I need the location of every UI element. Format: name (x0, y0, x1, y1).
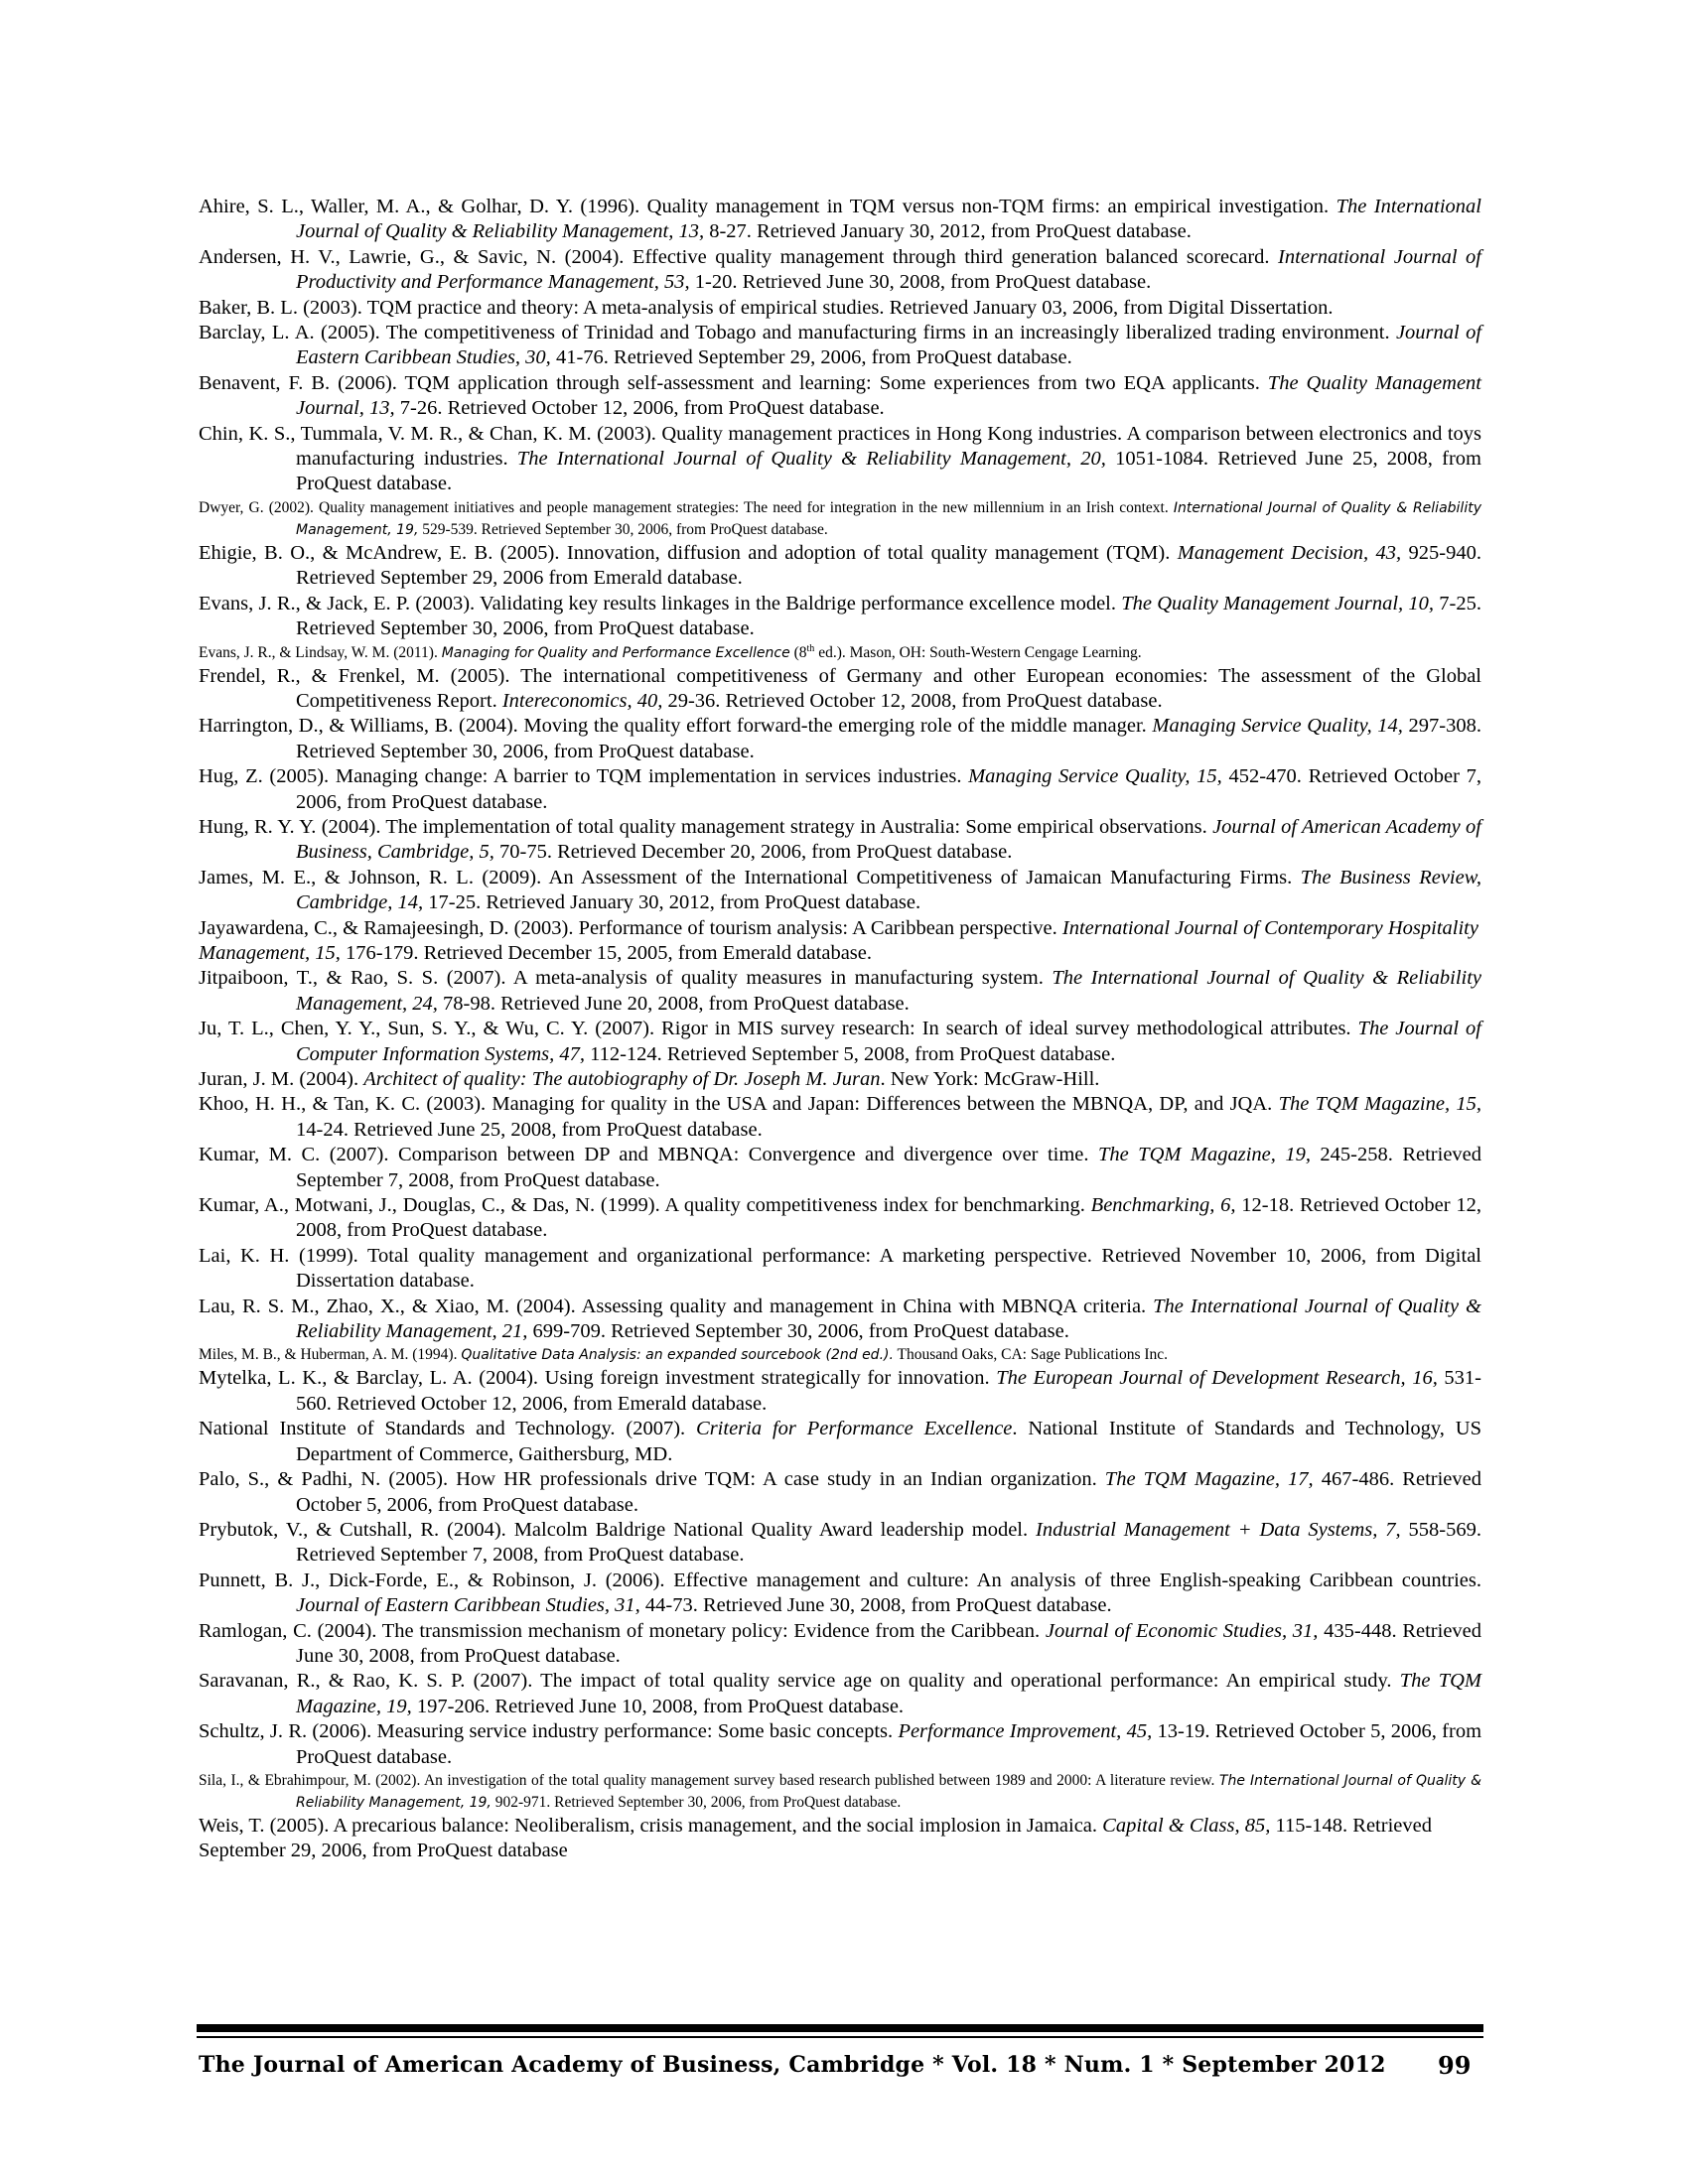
footer-journal-info: The Journal of American Academy of Business, Cambridge * Vol. 18 * Num. 1 * September 2012 (199, 2052, 1386, 2078)
reference-source-title: Benchmarking, 6, (1090, 1194, 1236, 1217)
reference-source-title: International Journal of Contemporary Hospitality Management, 15, (199, 916, 1478, 964)
reference-details: 17-25. Retrieved January 30, 2012, from ProQuest database. (423, 891, 921, 914)
reference-source-title: Journal of Eastern Caribbean Studies, 31, (296, 1594, 640, 1617)
reference-source-title: Managing Service Quality, 14, (1152, 715, 1403, 738)
reference-source-title: The TQM Magazine, 19, (296, 1670, 1481, 1717)
reference-source-title: The TQM Magazine, 19, (1097, 1144, 1311, 1166)
reference-details: 925-940. Retrieved September 29, 2006 from Emerald database. (296, 541, 1482, 590)
reference-text: Hug, Z. (2005). Managing change: A barrier to TQM implementation in services industries. (199, 765, 969, 788)
reference-text: Dwyer, G. (2002). Quality management initiatives and people management strategies: The need for integration in the new millennium in an Irish context. (199, 498, 1174, 516)
reference-text: Hung, R. Y. Y. (2004). The implementation of total quality management strategy in Australia: Some empirical observations. (199, 815, 1213, 838)
reference-source-title: Capital & Class, 85, (1102, 1814, 1271, 1837)
reference-entry (199, 966, 1481, 1017)
reference-source-title: Performance Improvement, 45, (898, 1720, 1153, 1743)
reference-entry (199, 1244, 1481, 1295)
reference-text: Jitpaiboon, T., & Rao, S. S. (2007). A meta-analysis of quality measures in manufacturing system. (199, 967, 1053, 990)
reference-source-title: International Journal of Quality & Reliability Management, 19, (296, 499, 1481, 538)
reference-text: Benavent, F. B. (2006). TQM application through self-assessment and learning: Some experiences from two EQA applicants. (199, 371, 1268, 394)
reference-entry (199, 764, 1481, 815)
reference-source-title: Industrial Management + Data Systems, 7, (1036, 1518, 1401, 1541)
reference-entry (199, 592, 1481, 642)
reference-entry (199, 1669, 1481, 1719)
reference-details: 78-98. Retrieved June 20, 2008, from ProQuest database. (437, 992, 910, 1015)
reference-source-title: Journal of American Academy of Business, Cambridge, 5, (296, 815, 1481, 864)
reference-entry (199, 1366, 1481, 1417)
reference-details: 7-26. Retrieved October 12, 2006, from ProQuest database. (394, 397, 885, 420)
page-number: 99 (1438, 2051, 1472, 2080)
reference-entry (199, 815, 1481, 866)
reference-entry (199, 1017, 1481, 1067)
reference-details: . National Institute of Standards and Technology, US Department of Commerce, Gaithersburg, MD. (296, 1418, 1481, 1465)
reference-entry (199, 1143, 1481, 1193)
reference-entry (199, 1814, 1481, 1864)
reference-source-title: The International Journal of Quality & Reliability Management, 19, (296, 1772, 1481, 1811)
reference-source-title: The TQM Magazine, 15, (1278, 1093, 1481, 1116)
reference-details: 902-971. Retrieved September 30, 2006, from ProQuest database. (491, 1793, 902, 1811)
reference-details: 435-448. Retrieved June 30, 2008, from ProQuest database. (296, 1619, 1482, 1667)
reference-entry (199, 195, 1481, 245)
reference-source-title: Architect of quality: The autobiography of Dr. Joseph M. Juran (363, 1068, 881, 1090)
reference-text: National Institute of Standards and Technology. (2007). (199, 1418, 697, 1440)
reference-entry (199, 1417, 1481, 1467)
reference-text: Prybutok, V., & Cutshall, R. (2004). Malcolm Baldrige National Quality Award leadership model. (199, 1518, 1037, 1541)
reference-source-title: Qualitative Data Analysis: an expanded sourcebook (2nd ed.). (461, 1347, 894, 1364)
reference-source-title: International Journal of Productivity and Performance Management, 53, (296, 245, 1482, 294)
reference-entry (199, 321, 1481, 371)
reference-entry (199, 1092, 1481, 1143)
reference-list (199, 195, 1481, 1864)
reference-text: Khoo, H. H., & Tan, K. C. (2003). Managing for quality in the USA and Japan: Differences between the MBNQA, DP, and JQA. (199, 1093, 1279, 1116)
reference-text: Miles, M. B., & Huberman, A. M. (1994). (199, 1346, 462, 1364)
reference-text: Kumar, A., Motwani, J., Douglas, C., & Das, N. (1999). A quality competitiveness index for benchmarking. (199, 1194, 1091, 1217)
reference-entry (199, 1770, 1481, 1814)
footer-rule-thin (197, 2036, 1483, 2038)
reference-details: 7-25. Retrieved September 30, 2006, from ProQuest database. (296, 592, 1481, 640)
reference-source-title: The International Journal of Quality & Reliability Management, 21, (296, 1295, 1482, 1343)
reference-entry (199, 714, 1481, 764)
reference-entry (199, 541, 1481, 592)
reference-source-title: Managing Service Quality, 15, (968, 765, 1222, 788)
reference-entry (199, 1719, 1481, 1770)
reference-source-title: The International Journal of Quality & Reliability Management, 13, (296, 196, 1481, 243)
reference-text: Weis, T. (2005). A precarious balance: Neoliberalism, crisis management, and the social implosion in Jamaica. (199, 1814, 1103, 1837)
reference-source-title: The TQM Magazine, 17, (1104, 1468, 1314, 1491)
reference-details: 467-486. Retrieved October 5, 2006, from ProQuest database. (296, 1468, 1481, 1516)
reference-entry (199, 1619, 1481, 1670)
reference-text: Ahire, S. L., Waller, M. A., & Golhar, D. Y. (1996). Quality management in TQM versus non-TQM firms: an empirical investigation. (199, 196, 1336, 217)
reference-entry (199, 1193, 1481, 1244)
reference-text: Palo, S., & Padhi, N. (2005). How HR professionals drive TQM: A case study in an Indian organization. (199, 1468, 1105, 1491)
reference-entry (199, 1295, 1481, 1345)
reference-text: Jayawardena, C., & Ramajeesingh, D. (2003). Performance of tourism analysis: A Caribbean perspective. (199, 916, 1062, 939)
reference-entry (199, 1518, 1481, 1569)
reference-text: Harrington, D., & Williams, B. (2004). Moving the quality effort forward-the emerging role of the middle manager. (199, 715, 1153, 738)
reference-details: 297-308. Retrieved September 30, 2006, from ProQuest database. (296, 715, 1481, 762)
reference-details: 115-148. Retrieved September 29, 2006, from ProQuest database (199, 1814, 1432, 1862)
reference-text: Barclay, L. A. (2005). The competitiveness of Trinidad and Tobago and manufacturing firms in an increasingly liberalized trading environment. (199, 322, 1396, 344)
reference-details: 197-206. Retrieved June 10, 2008, from ProQuest database. (411, 1695, 905, 1717)
reference-details: 13-19. Retrieved October 5, 2006, from ProQuest database. (296, 1720, 1482, 1768)
reference-text: Punnett, B. J., Dick-Forde, E., & Robinson, J. (2006). Effective management and culture: An analysis of three English-speaking Caribbean countries. (199, 1569, 1481, 1591)
reference-details: 531-560. Retrieved October 12, 2006, from Emerald database. (296, 1367, 1482, 1415)
reference-source-title: The Journal of Computer Information Systems, 47, (296, 1018, 1481, 1065)
reference-details: 112-124. Retrieved September 5, 2008, from ProQuest database. (584, 1042, 1116, 1065)
reference-details: 41-76. Retrieved September 29, 2006, from ProQuest database. (550, 346, 1072, 369)
reference-entry (199, 1067, 1481, 1092)
reference-text: Chin, K. S., Tummala, V. M. R., & Chan, K. M. (2003). Quality management practices in Hong Kong industries. A comparison between electronics and toys manufacturing industries. (199, 422, 1481, 471)
reference-entry (199, 1344, 1481, 1366)
reference-details: 558-569. Retrieved September 7, 2008, from ProQuest database. (296, 1518, 1481, 1567)
reference-source-title: Criteria for Performance Excellence (696, 1418, 1013, 1440)
reference-text: Andersen, H. V., Lawrie, G., & Savic, N. (2004). Effective quality management through third generation balanced scorecard. (199, 245, 1279, 268)
reference-source-title: Intereconomics, 40, (501, 689, 663, 712)
reference-text: Kumar, M. C. (2007). Comparison between DP and MBNQA: Convergence and divergence over time. (199, 1144, 1098, 1166)
reference-text: Lau, R. S. M., Zhao, X., & Xiao, M. (2004). Assessing quality and management in China with MBNQA criteria. (199, 1295, 1154, 1317)
reference-details: 1051-1084. Retrieved June 25, 2008, from ProQuest database. (296, 448, 1481, 495)
reference-text: Ramlogan, C. (2004). The transmission mechanism of monetary policy: Evidence from the Caribbean. (199, 1619, 1046, 1642)
reference-source-title: Journal of Economic Studies, 31, (1045, 1619, 1319, 1642)
reference-text: Saravanan, R., & Rao, K. S. P. (2007). The impact of total quality service age on quality and operational performance: An empirical study. (199, 1670, 1400, 1693)
reference-text: Ehigie, B. O., & McAndrew, E. B. (2005). Innovation, diffusion and adoption of total quality management (TQM). (199, 541, 1178, 564)
reference-source-title: The International Journal of Quality & Reliability Management, 24, (296, 967, 1482, 1015)
reference-text: Mytelka, L. K., & Barclay, L. A. (2004). Using foreign investment strategically for innovation. (199, 1367, 997, 1390)
reference-text: Ju, T. L., Chen, Y. Y., Sun, S. Y., & Wu, C. Y. (2007). Rigor in MIS survey research: In search of ideal survey methodological attributes. (199, 1018, 1358, 1040)
reference-entry (199, 642, 1481, 664)
reference-entry (199, 422, 1481, 497)
reference-source-title: The Quality Management Journal, 13, (296, 371, 1481, 420)
reference-details: (8 (789, 643, 807, 661)
reference-details: Thousand Oaks, CA: Sage Publications Inc. (893, 1346, 1169, 1364)
reference-text: Schultz, J. R. (2006). Measuring service industry performance: Some basic concepts. (199, 1720, 899, 1743)
reference-text: Frendel, R., & Frenkel, M. (2005). The international competitiveness of Germany and other European economies: The assessment of the Global Competitiveness Report. (199, 664, 1481, 712)
reference-source-title: The International Journal of Quality & Reliability Management, 20, (516, 448, 1106, 471)
reference-source-title: The Quality Management Journal, 10, (1121, 592, 1435, 614)
reference-text: Juran, J. M. (2004). (199, 1068, 364, 1090)
reference-entry (199, 1467, 1481, 1518)
reference-details: 8-27. Retrieved January 30, 2012, from ProQuest database. (704, 220, 1192, 243)
reference-details: . New York: McGraw-Hill. (880, 1068, 1100, 1090)
reference-source-title: Managing for Quality and Performance Excellence (441, 644, 790, 661)
reference-details: 529-539. Retrieved September 30, 2006, from ProQuest database. (418, 520, 828, 538)
reference-details: ed.). Mason, OH: South-Western Cengage Learning. (814, 643, 1142, 661)
reference-details: 1-20. Retrieved June 30, 2008, from ProQuest database. (689, 271, 1152, 294)
reference-source-title: Journal of Eastern Caribbean Studies, 30, (296, 322, 1482, 369)
reference-details: 29-36. Retrieved October 12, 2008, from ProQuest database. (662, 689, 1163, 712)
reference-details: 452-470. Retrieved October 7, 2006, from ProQuest database. (296, 765, 1481, 813)
reference-details: 176-179. Retrieved December 15, 2005, from Emerald database. (340, 941, 872, 964)
reference-entry (199, 371, 1481, 422)
reference-entry (199, 916, 1481, 967)
reference-text: Sila, I., & Ebrahimpour, M. (2002). An investigation of the total quality management survey based research published between 1989 and 2000: A literature review. (199, 1771, 1219, 1789)
reference-details: 245-258. Retrieved September 7, 2008, from ProQuest database. (296, 1144, 1482, 1191)
reference-text: James, M. E., & Johnson, R. L. (2009). An Assessment of the International Competitiveness of Jamaican Manufacturing Firms. (199, 866, 1301, 888)
reference-text: Evans, J. R., & Lindsay, W. M. (2011). (199, 643, 442, 661)
reference-entry (199, 497, 1481, 541)
reference-details: 12-18. Retrieved October 12, 2008, from ProQuest database. (296, 1194, 1481, 1242)
footer-rule (197, 2024, 1483, 2032)
reference-entry (199, 866, 1481, 916)
reference-details: 70-75. Retrieved December 20, 2006, from ProQuest database. (493, 841, 1013, 864)
reference-entry (199, 296, 1481, 321)
reference-source-title: Management Decision, 43, (1177, 541, 1402, 564)
reference-details: 699-709. Retrieved September 30, 2006, from ProQuest database. (527, 1320, 1069, 1343)
reference-text: Evans, J. R., & Jack, E. P. (2003). Validating key results linkages in the Baldrige performance excellence model. (199, 592, 1122, 614)
reference-details: 44-73. Retrieved June 30, 2008, from ProQuest database. (639, 1594, 1112, 1617)
reference-text: Baker, B. L. (2003). TQM practice and theory: A meta-analysis of empirical studies. Retrieved January 03, 2006, from Digital Dissertation. (199, 296, 1334, 319)
reference-superscript: th (806, 642, 815, 654)
reference-details: 14-24. Retrieved June 25, 2008, from ProQuest database. (296, 1118, 763, 1141)
reference-entry (199, 245, 1481, 296)
reference-entry (199, 664, 1481, 715)
reference-text: Lai, K. H. (1999). Total quality management and organizational performance: A marketing perspective. Retrieved November 10, 2006, from Digital Dissertation database. (199, 1244, 1481, 1293)
reference-source-title: The European Journal of Development Research, 16, (996, 1367, 1438, 1390)
reference-source-title: The Business Review, Cambridge, 14, (296, 866, 1481, 914)
reference-entry (199, 1569, 1481, 1619)
